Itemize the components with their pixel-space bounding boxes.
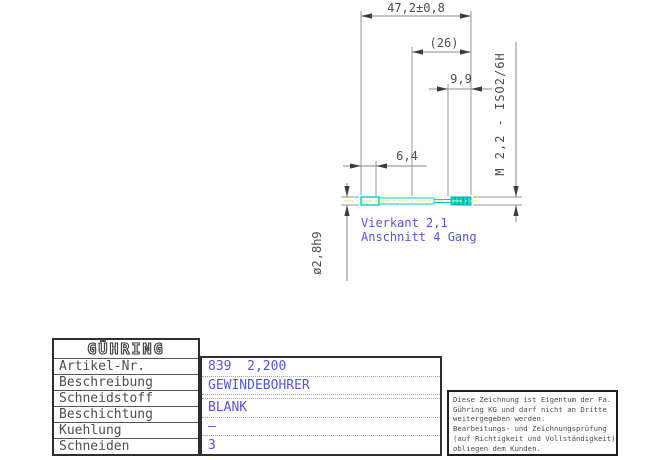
- dim-ref-length-label: (26): [429, 36, 459, 50]
- note-line: Gühring KG und darf nicht an Dritte: [453, 404, 607, 414]
- dim-thread-length-label: 9,9: [450, 72, 472, 86]
- row-artikel-nr-label: Artikel-Nr.: [54, 358, 198, 374]
- tap-outline: [344, 197, 478, 205]
- note-line: (auf Richtigkeit und Vollständigkeit): [453, 433, 616, 443]
- note-line: obliegen dem Kunden.: [453, 443, 541, 453]
- note-line: Bearbeitungs- und Zeichnungsprüfung: [453, 424, 607, 434]
- row-beschichtung-value: BLANK: [202, 398, 440, 417]
- annotations: [361, 216, 477, 244]
- dimension-thread-length: [429, 86, 492, 91]
- note-line: weitergegeben werden.: [453, 414, 546, 424]
- table-label-column: [52, 338, 200, 456]
- dim-overall-length-label: 47,2±0,8: [387, 1, 445, 15]
- row-beschichtung-label: Beschichtung: [54, 406, 198, 422]
- table-value-column: [200, 356, 442, 456]
- note-line: Diese Zeichnung ist Eigentum der Fa.: [453, 395, 612, 404]
- annotation-vierkant: Vierkant 2,1: [361, 216, 448, 230]
- dimension-ref-length: [412, 49, 471, 54]
- row-schneiden-value: 3: [202, 435, 440, 454]
- row-kuehlung-value: –: [202, 417, 440, 436]
- ownership-note-box: [447, 390, 618, 456]
- row-beschreibung-value: GEWINDEBOHRER: [202, 376, 440, 395]
- logo-row: [54, 340, 198, 358]
- row-beschreibung-label: Beschreibung: [54, 374, 198, 390]
- row-schneidstoff-label: Schneidstoff: [54, 390, 198, 406]
- row-schneiden-label: Schneiden: [54, 438, 198, 454]
- dimension-square-length: [343, 163, 427, 168]
- row-kuehlung-label: Kuehlung: [54, 422, 198, 438]
- dim-square-length-label: 6,4: [396, 149, 418, 163]
- guehring-logo: GÜHRING: [87, 340, 165, 358]
- annotation-anschnitt: Anschnitt 4 Gang: [361, 230, 477, 244]
- dim-shank-diameter-label: ø2,8h9: [310, 231, 324, 275]
- dimension-shank-diameter: [344, 183, 349, 281]
- dim-thread-spec-label: M 2,2 - ISO2/6H: [493, 52, 507, 176]
- dimension-thread-spec: [513, 42, 518, 222]
- row-artikel-nr-value: 839 2,200: [208, 359, 287, 375]
